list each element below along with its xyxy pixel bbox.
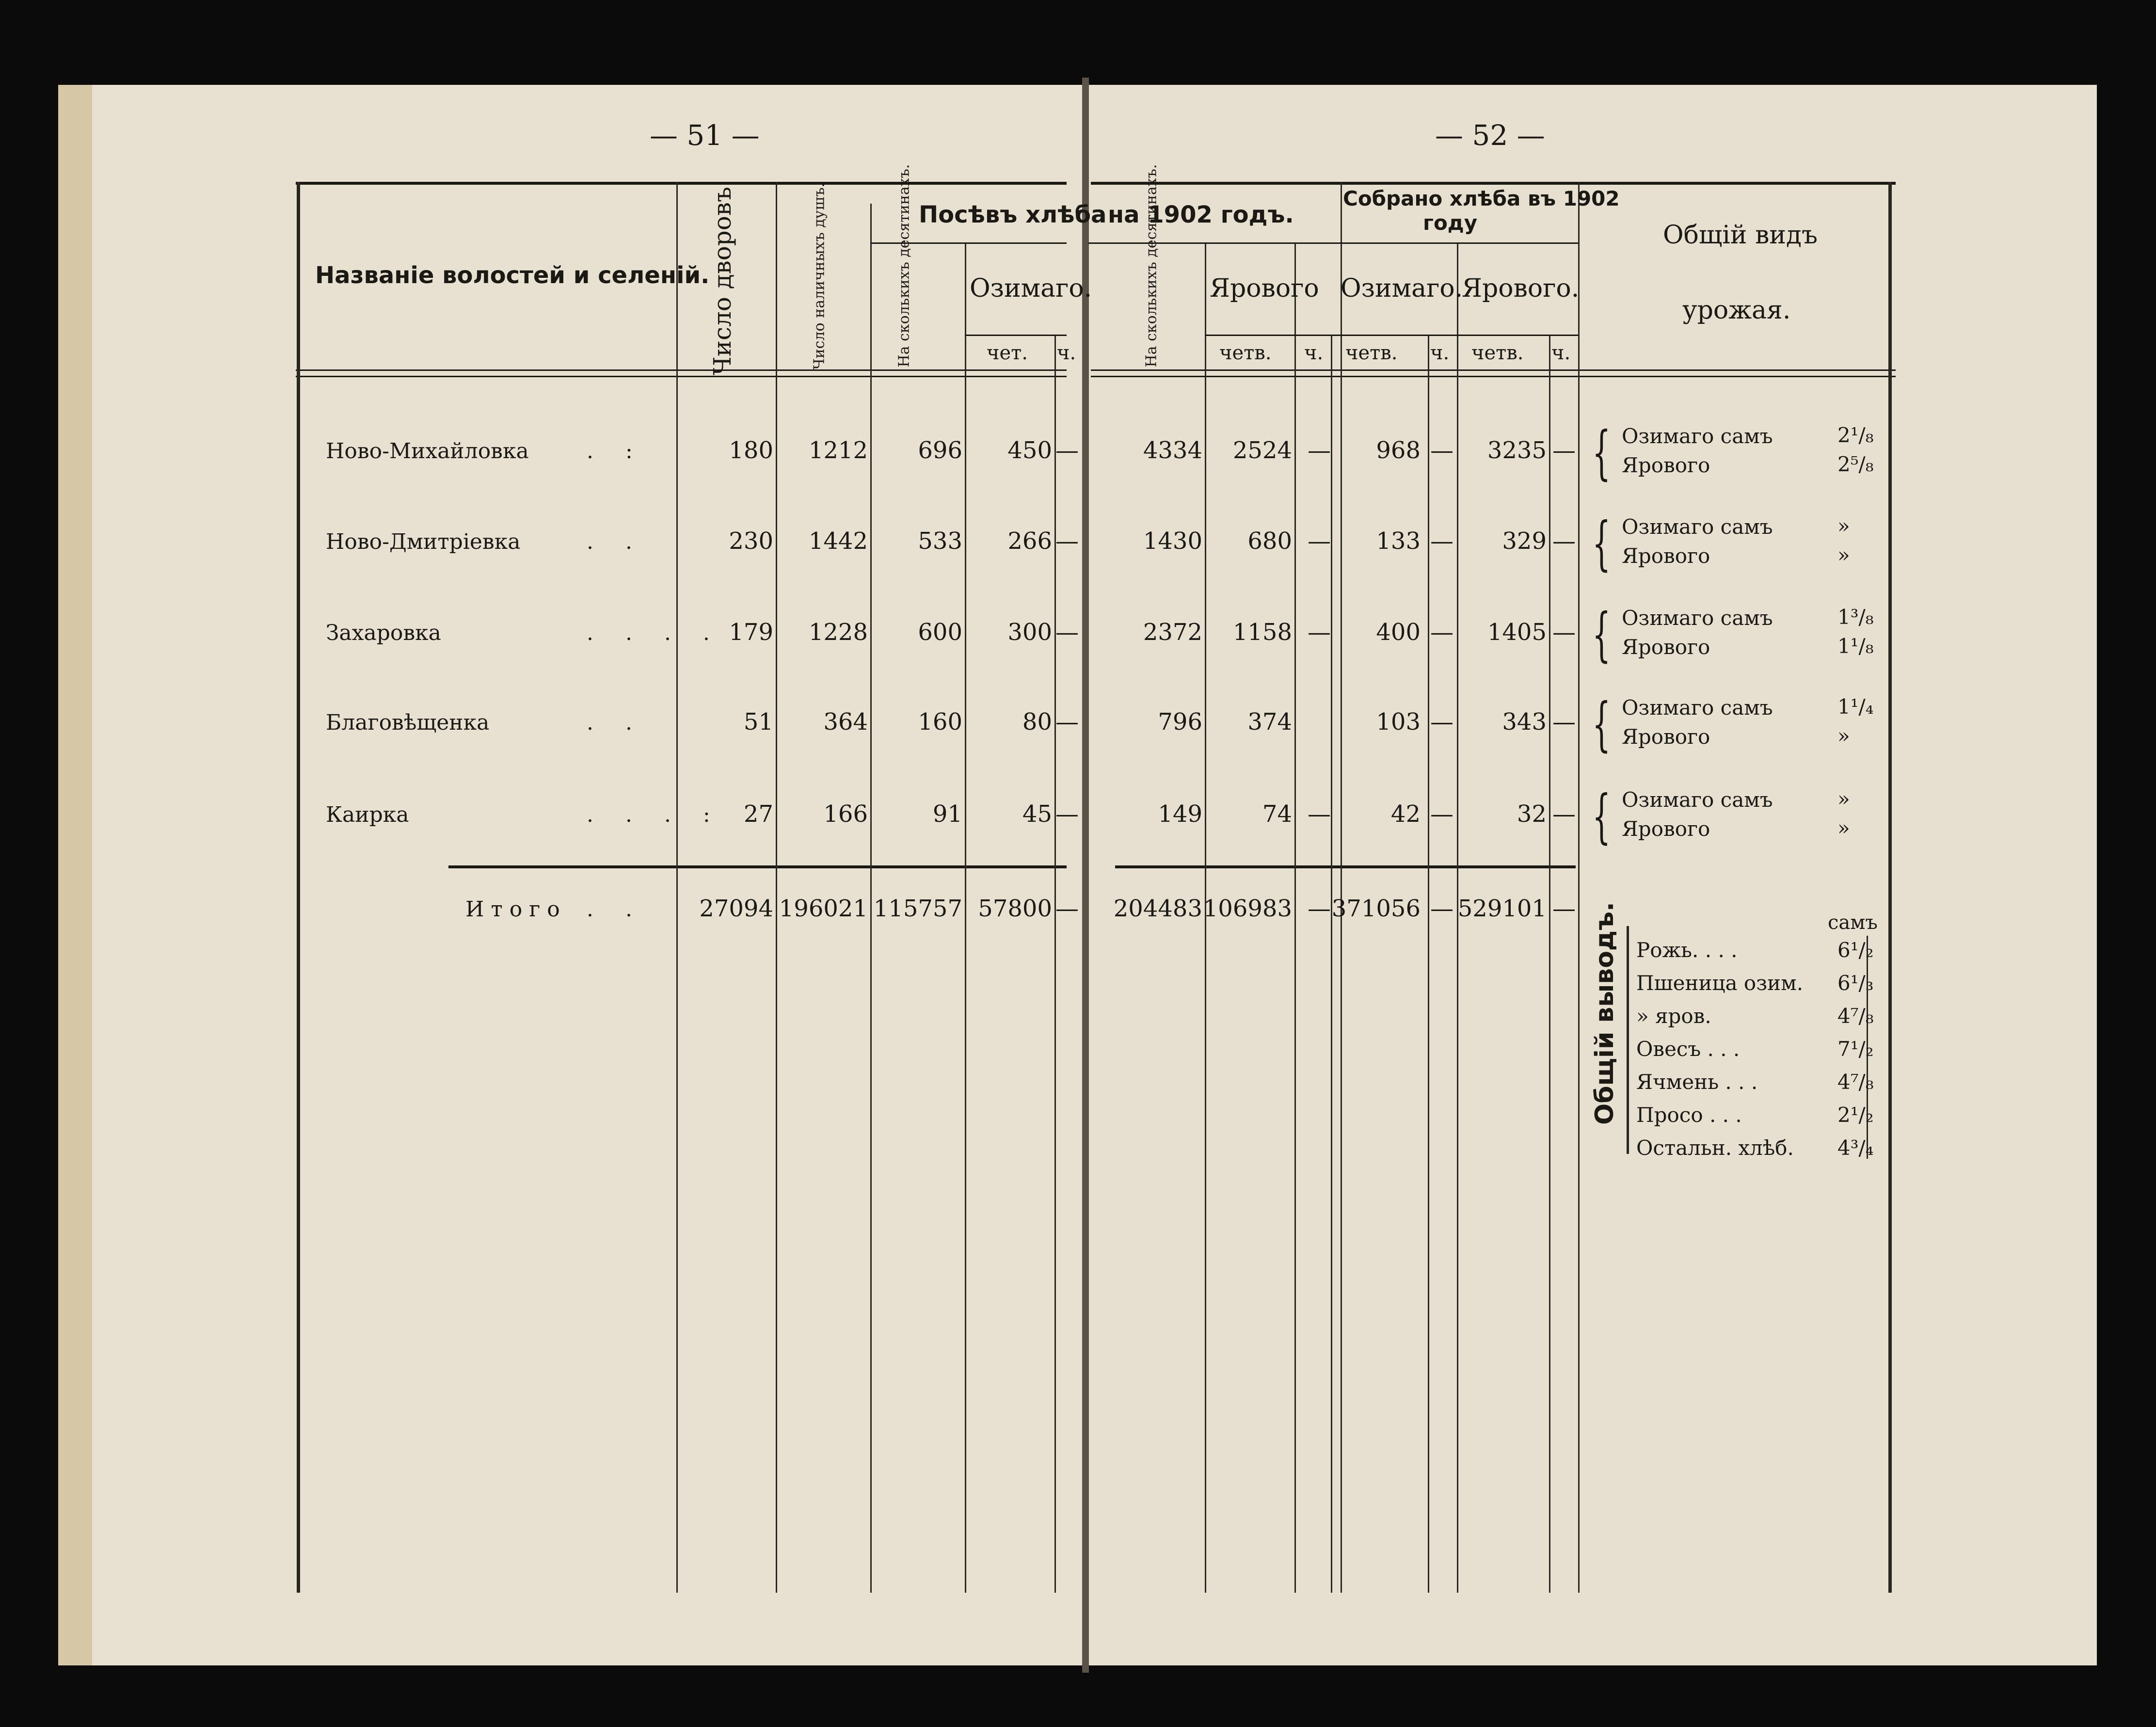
- col-line: [1054, 335, 1056, 1593]
- crop-ozimago-label: Озимаго самъ: [1622, 696, 1773, 720]
- col-line: [1341, 182, 1342, 1593]
- cell-yar-ch: —: [1308, 528, 1331, 555]
- cell-dvorov: 180: [729, 437, 773, 464]
- row-dots: . . . :: [587, 802, 723, 827]
- cell-oz-ch: —: [1055, 895, 1079, 922]
- row-name: Итого: [465, 897, 567, 922]
- crop-brace: {: [1592, 510, 1611, 577]
- summary-header: самъ: [1828, 911, 1878, 934]
- cell-yar-chet: 374: [1247, 708, 1292, 736]
- cell-sob-yar: 329: [1502, 528, 1547, 555]
- cell-yar-chet: 106983: [1203, 895, 1292, 922]
- crop-yarovogo-value: »: [1837, 724, 1850, 748]
- total-rule-left: [448, 865, 1067, 868]
- row-dots: . .: [587, 710, 645, 735]
- crop-ozimago-label: Озимаго самъ: [1622, 424, 1773, 448]
- cell-sob-yar-ch: —: [1552, 895, 1576, 922]
- header-ch: ч.: [1430, 342, 1450, 364]
- cell-dush: 196021: [779, 895, 868, 922]
- cell-dush: 1228: [808, 619, 868, 646]
- cell-area-oz: 91: [932, 800, 962, 828]
- cell-sob-yar: 1405: [1487, 619, 1547, 646]
- col-line: [870, 204, 872, 1593]
- top-rule-right: [1091, 182, 1896, 185]
- cell-oz-chet: 300: [1007, 619, 1052, 646]
- cell-sob-oz: 371056: [1331, 895, 1421, 922]
- header-posev-b: на 1902 годъ.: [1108, 201, 1294, 228]
- header-ch: ч.: [1551, 342, 1571, 364]
- cell-sob-yar-ch: —: [1552, 528, 1576, 555]
- header-ch: ч.: [1057, 342, 1076, 364]
- summary-item-label: » яров.: [1636, 1004, 1711, 1028]
- page-number-left: — 51 —: [650, 119, 760, 152]
- cell-dvorov: 51: [743, 708, 773, 736]
- row-dots: . .: [587, 897, 645, 922]
- cell-sob-oz: 42: [1390, 800, 1421, 828]
- crop-ozimago-value: 1¹/₄: [1837, 695, 1874, 719]
- page-number-right: — 52 —: [1435, 119, 1545, 152]
- cell-yar-chet: 1158: [1232, 619, 1292, 646]
- cell-sob-yar-ch: —: [1552, 437, 1576, 464]
- col-line: [776, 182, 777, 1593]
- col-line: [1294, 242, 1296, 1593]
- header-chetv: четв.: [1345, 342, 1398, 364]
- cell-sob-yar: 3235: [1487, 437, 1547, 464]
- header-chetv: четв.: [1219, 342, 1272, 364]
- cell-sob-oz: 968: [1376, 437, 1421, 464]
- cell-dvorov: 27094: [699, 895, 773, 922]
- header-ozimago: Озимаго.: [970, 274, 1092, 303]
- header-posev-a: Посѣвъ хлѣба: [919, 201, 1107, 228]
- crop-ozimago-label: Озимаго самъ: [1622, 606, 1773, 630]
- summary-title: Общій выводъ.: [1590, 902, 1619, 1125]
- summary-item-label: Остальн. хлѣб.: [1636, 1136, 1794, 1160]
- cell-area-yar: 1430: [1143, 528, 1202, 555]
- crop-ozimago-label: Озимаго самъ: [1622, 788, 1773, 812]
- cell-area-oz: 696: [918, 437, 962, 464]
- header-sobrano-b: году: [1423, 211, 1478, 235]
- cell-sob-oz-ch: —: [1430, 528, 1453, 555]
- cell-sob-oz: 133: [1376, 528, 1421, 555]
- outer-line-left: [297, 182, 300, 1593]
- cell-sob-yar: 343: [1502, 708, 1547, 736]
- crop-ozimago-value: 2¹/₈: [1837, 423, 1874, 447]
- header-dvorov: Число дворовъ: [708, 187, 736, 375]
- cell-dvorov: 27: [743, 800, 773, 828]
- sub-rule: [1205, 335, 1578, 336]
- cell-yar-chet: 74: [1262, 800, 1292, 828]
- book-spine: [1082, 78, 1089, 1673]
- row-name: Благовѣщенка: [326, 710, 490, 735]
- cell-sob-oz-ch: —: [1430, 619, 1453, 646]
- cell-sob-oz-ch: —: [1430, 708, 1453, 736]
- summary-item-value: 4⁷/₈: [1837, 1004, 1874, 1028]
- header-obshchiy-a: Общій видъ: [1663, 221, 1818, 250]
- cell-sob-yar-ch: —: [1552, 800, 1576, 828]
- cell-sob-oz-ch: —: [1430, 800, 1453, 828]
- summary-item-value: 4³/₄: [1837, 1136, 1874, 1160]
- cell-area-yar: 796: [1158, 708, 1202, 736]
- cell-dush: 166: [823, 800, 868, 828]
- cell-area-yar: 2372: [1143, 619, 1202, 646]
- crop-ozimago-label: Озимаго самъ: [1622, 515, 1773, 539]
- header-area-yarovogo: На сколькихъ десятинахъ.: [1143, 164, 1160, 368]
- cell-dush: 1442: [808, 528, 868, 555]
- cell-dvorov: 230: [729, 528, 773, 555]
- cell-area-yar: 4334: [1143, 437, 1202, 464]
- crop-yarovogo-label: Ярового: [1622, 453, 1710, 477]
- row-name: Каирка: [326, 802, 409, 827]
- cell-sob-oz: 103: [1376, 708, 1421, 736]
- header-chet: чет.: [987, 342, 1028, 364]
- header-ch: ч.: [1304, 342, 1324, 364]
- row-name: Ново-Дмитріевка: [326, 529, 521, 554]
- cell-sob-yar: 32: [1517, 800, 1547, 828]
- cell-oz-chet: 45: [1022, 800, 1052, 828]
- crop-ozimago-value: 1³/₈: [1837, 605, 1874, 629]
- crop-brace: {: [1592, 601, 1611, 669]
- cell-oz-chet: 450: [1007, 437, 1052, 464]
- crop-yarovogo-label: Ярового: [1622, 817, 1710, 841]
- header-sob-yarovogo: Ярового.: [1462, 274, 1580, 303]
- cell-oz-ch: —: [1055, 800, 1079, 828]
- row-dots: . .: [587, 529, 645, 554]
- total-rule-right: [1115, 865, 1576, 868]
- cell-sob-yar-ch: —: [1552, 619, 1576, 646]
- cell-oz-ch: —: [1055, 619, 1079, 646]
- col-line: [965, 242, 966, 1593]
- cell-yar-ch: —: [1308, 437, 1331, 464]
- cell-oz-ch: —: [1055, 528, 1079, 555]
- crop-yarovogo-value: 2⁵/₈: [1837, 452, 1874, 476]
- crop-yarovogo-value: »: [1837, 816, 1850, 840]
- cell-area-oz: 533: [918, 528, 962, 555]
- row-name: Захаровка: [326, 621, 441, 645]
- summary-item-value: 2¹/₂: [1837, 1103, 1874, 1127]
- crop-yarovogo-label: Ярового: [1622, 635, 1710, 659]
- col-line: [1331, 335, 1332, 1593]
- summary-item-value: 7¹/₂: [1837, 1037, 1874, 1061]
- outer-line-right: [1888, 182, 1892, 1593]
- cell-sob-oz-ch: —: [1430, 895, 1453, 922]
- crop-ozimago-value: »: [1837, 787, 1850, 811]
- header-name: Названіе волостей и селеній.: [315, 262, 710, 289]
- header-sob-ozimago: Озимаго.: [1341, 274, 1463, 303]
- header-rule-right: [1091, 369, 1896, 371]
- summary-item-value: 4⁷/₈: [1837, 1070, 1874, 1094]
- col-line: [1428, 335, 1429, 1593]
- top-rule-left: [296, 182, 1067, 185]
- col-line: [676, 182, 678, 1593]
- cell-dush: 1212: [808, 437, 868, 464]
- crop-brace: {: [1592, 691, 1611, 758]
- cell-sob-oz: 400: [1376, 619, 1421, 646]
- row-dots: . :: [587, 439, 645, 464]
- summary-item-label: Ячмень . . .: [1636, 1070, 1758, 1094]
- summary-item-value: 6¹/₂: [1837, 938, 1874, 962]
- summary-item-label: Пшеница озим.: [1636, 971, 1804, 995]
- summary-brace: [1627, 926, 1629, 1154]
- cell-yar-ch: —: [1308, 619, 1331, 646]
- header-rule-left-2: [296, 376, 1067, 377]
- crop-brace: {: [1592, 783, 1611, 850]
- cell-area-oz: 160: [918, 708, 962, 736]
- header-obshchiy-b: урожая.: [1682, 296, 1791, 325]
- header-rule-left: [296, 369, 1067, 371]
- crop-brace: {: [1592, 419, 1611, 487]
- cell-yar-chet: 680: [1247, 528, 1292, 555]
- header-area-ozimago: На сколькихъ десятинахъ.: [895, 164, 913, 368]
- header-yarovogo: Ярового: [1210, 274, 1319, 303]
- cell-oz-chet: 80: [1022, 708, 1052, 736]
- cell-oz-chet: 266: [1007, 528, 1052, 555]
- cell-sob-oz-ch: —: [1430, 437, 1453, 464]
- crop-ozimago-value: »: [1837, 514, 1850, 538]
- cell-oz-ch: —: [1055, 437, 1079, 464]
- cell-yar-ch: —: [1308, 895, 1331, 922]
- crop-yarovogo-label: Ярового: [1622, 725, 1710, 749]
- row-name: Ново-Михайловка: [326, 439, 529, 464]
- cell-area-yar: 149: [1158, 800, 1202, 828]
- col-line: [1549, 335, 1550, 1593]
- right-page: [1088, 85, 2097, 1665]
- cell-dvorov: 179: [729, 619, 773, 646]
- cell-area-oz: 600: [918, 619, 962, 646]
- header-sobrano-a: Собрано хлѣба въ 1902: [1343, 187, 1620, 210]
- header-chetv: четв.: [1471, 342, 1524, 364]
- cell-yar-ch: —: [1308, 800, 1331, 828]
- summary-item-label: Овесъ . . .: [1636, 1037, 1740, 1061]
- summary-item-value: 6¹/₃: [1837, 971, 1874, 995]
- cell-oz-chet: 57800: [978, 895, 1052, 922]
- left-page: [58, 85, 1120, 1665]
- col-line: [1578, 182, 1580, 1593]
- header-rule-right-2: [1091, 376, 1896, 377]
- cell-dush: 364: [823, 708, 868, 736]
- row-dots: . . . .: [587, 621, 722, 645]
- cell-area-oz: 115757: [873, 895, 962, 922]
- cell-oz-ch: —: [1055, 708, 1079, 736]
- cell-sob-yar-ch: —: [1552, 708, 1576, 736]
- crop-yarovogo-value: »: [1837, 543, 1850, 567]
- header-dush: Число наличныхъ душъ.: [811, 183, 828, 370]
- summary-item-label: Рожь. . . .: [1636, 938, 1738, 962]
- sub-rule: [1088, 242, 1578, 244]
- crop-yarovogo-value: 1¹/₈: [1837, 634, 1874, 658]
- crop-yarovogo-label: Ярового: [1622, 544, 1710, 568]
- cell-area-yar: 204483: [1113, 895, 1202, 922]
- cell-sob-yar: 529101: [1457, 895, 1547, 922]
- sub-rule: [965, 335, 1067, 336]
- cell-yar-chet: 2524: [1232, 437, 1292, 464]
- summary-item-label: Просо . . .: [1636, 1103, 1742, 1127]
